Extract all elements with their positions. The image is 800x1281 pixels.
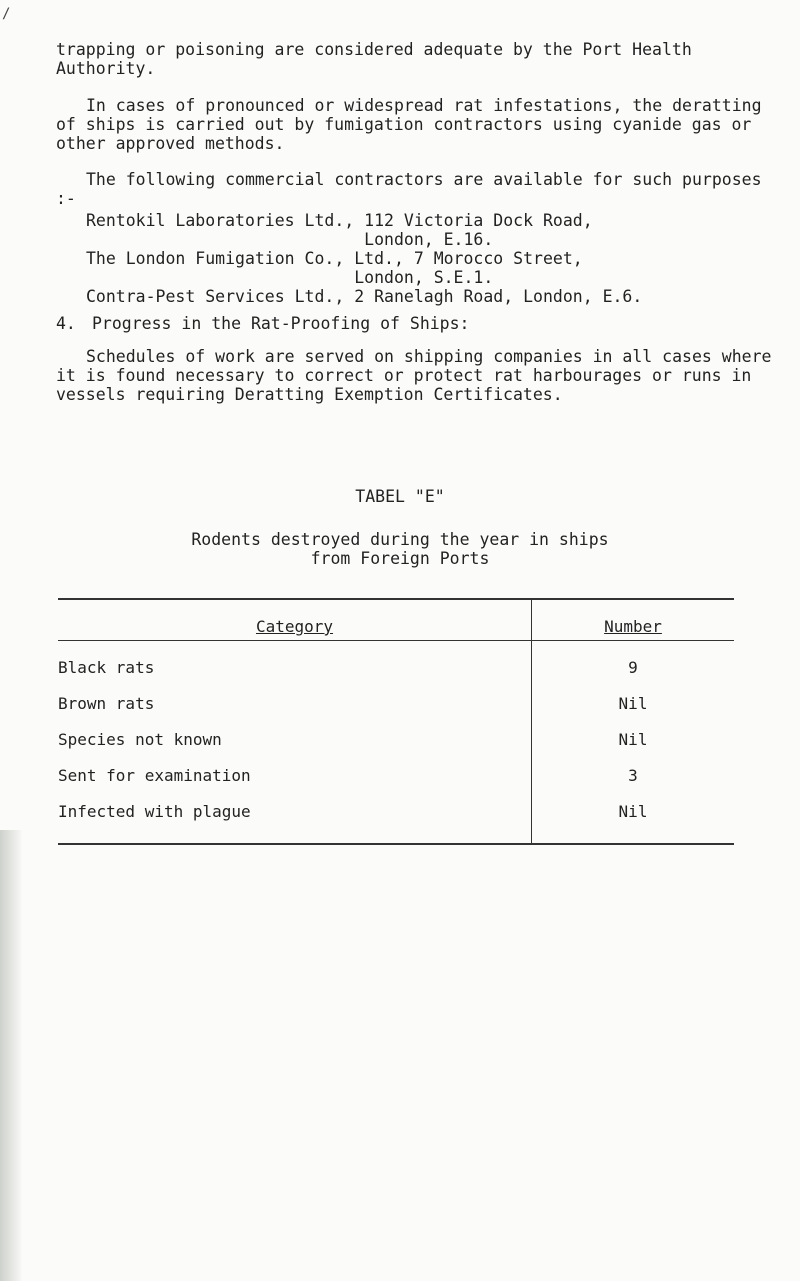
contractor-name: Contra-Pest Services Ltd., bbox=[86, 287, 355, 306]
category-cell: Brown rats bbox=[58, 693, 155, 713]
contractor-name: The London Fumigation Co., bbox=[86, 249, 355, 268]
section-heading bbox=[56, 314, 776, 333]
number-cell: 3 bbox=[532, 757, 735, 793]
category-header: Category bbox=[58, 599, 532, 641]
category-cell: Black rats bbox=[58, 657, 155, 677]
number-header: Number bbox=[532, 599, 735, 641]
category-cell: Infected with plague bbox=[58, 801, 251, 821]
table-row bbox=[58, 757, 734, 793]
contractor-name: Rentokil Laboratories Ltd., bbox=[86, 211, 365, 230]
table-caption-line-2: from Foreign Ports bbox=[310, 549, 490, 568]
contractor-address: 112 Victoria Dock Road, London, E.16. bbox=[364, 211, 593, 249]
paragraph-continuation bbox=[56, 40, 776, 78]
contractor-list bbox=[86, 211, 786, 306]
table-row bbox=[58, 793, 734, 844]
contractor-item bbox=[86, 249, 786, 287]
contractor-address: Ltd., 7 Morocco Street, London, S.E.1. bbox=[354, 249, 583, 287]
number-cell: Nil bbox=[532, 721, 735, 757]
table-header-row bbox=[58, 599, 734, 641]
section-body bbox=[56, 347, 782, 404]
number-cell: Nil bbox=[532, 685, 735, 721]
paragraph-deratting bbox=[56, 96, 776, 153]
number-cell: 9 bbox=[532, 641, 735, 686]
section-title: Progress in the Rat-Proofing of Ships: bbox=[92, 314, 470, 333]
category-cell: Sent for examination bbox=[58, 765, 251, 785]
paragraph-contractors-intro bbox=[56, 170, 776, 208]
table-label: TABEL "E" bbox=[355, 487, 445, 506]
contractor-item bbox=[86, 287, 786, 306]
table-row bbox=[58, 641, 734, 686]
paragraph-1: trapping or poisoning are considered adequate by the Port Health Authority. bbox=[56, 40, 702, 78]
paragraph-3: The following commercial contractors are available for such purposes :- bbox=[56, 170, 772, 208]
number-cell: Nil bbox=[532, 793, 735, 844]
contractor-address: 2 Ranelagh Road, London, E.6. bbox=[354, 287, 643, 306]
table-caption-line-1: Rodents destroyed during the year in ships bbox=[191, 530, 609, 549]
margin-mark: / bbox=[2, 6, 11, 22]
paragraph-2: In cases of pronounced or widespread rat infestations, the deratting of ships is carried out by fumigation contractors using cyanide gas or other approved methods. bbox=[56, 96, 772, 153]
contractor-item bbox=[86, 211, 786, 249]
scan-edge-shadow bbox=[0, 830, 22, 1281]
category-cell: Species not known bbox=[58, 729, 222, 749]
table-row bbox=[58, 721, 734, 757]
section-paragraph: Schedules of work are served on shipping companies in all cases where it is found necessary to correct or protect rat harbourages or runs in vessels requiring Deratting Exemption Certificates. bbox=[56, 347, 782, 404]
section-number: 4. bbox=[56, 314, 76, 333]
rodents-table bbox=[58, 598, 734, 845]
table-row bbox=[58, 685, 734, 721]
